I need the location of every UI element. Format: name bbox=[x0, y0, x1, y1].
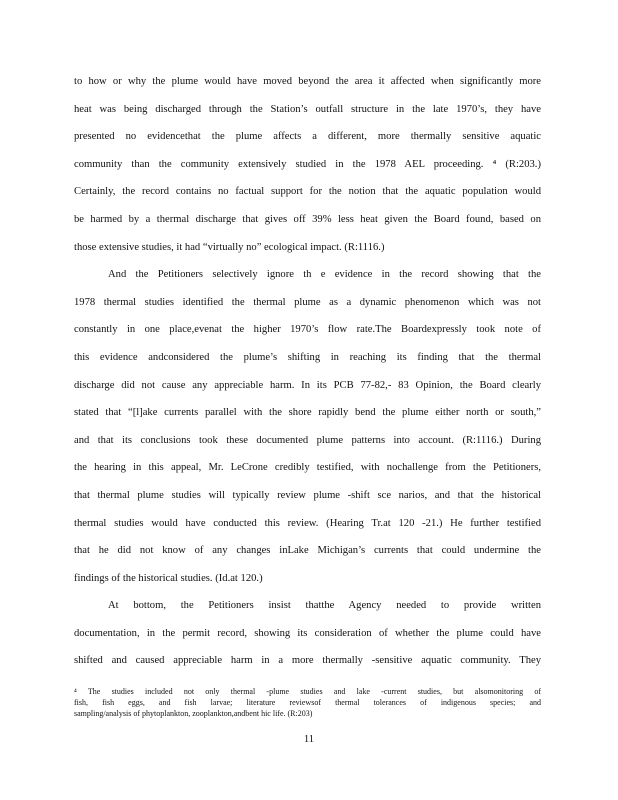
text-line: documentation, in the permit record, showing its consideration of whether the plume could have bbox=[74, 627, 541, 639]
text-line: to how or why the plume would have moved beyond the area it affected when significantly more bbox=[74, 76, 541, 87]
text-line: the hearing in this appeal, Mr. LeCrone credibly testified, with nochallenge from the Petitioners, bbox=[74, 462, 541, 474]
body-text bbox=[74, 68, 541, 675]
text-line: presented no evidencethat the plume affects a different, more thermally sensitive aquatic bbox=[74, 131, 541, 143]
text-line: Certainly, the record contains no factual support for the notion that the aquatic population would bbox=[74, 186, 541, 198]
text-line: be harmed by a thermal discharge that gives off 39% less heat given the Board found, based on bbox=[74, 213, 541, 225]
text-line: discharge did not cause any appreciable harm. In its PCB 77-82,- 83 Opinion, the Board clearly bbox=[74, 379, 541, 391]
footnote-line: sampling/analysis of phytoplankton, zooplankton,andbent hic life. (R:203) bbox=[74, 708, 313, 718]
page-number: 11 bbox=[303, 734, 315, 745]
text-line: thermal studies would have conducted this review. (Hearing Tr.at 120 -21.) He further testified bbox=[74, 517, 541, 529]
text-line: that thermal plume studies will typically review plume -shift sce narios, and that the historical bbox=[74, 489, 541, 501]
footnote bbox=[74, 687, 541, 719]
text-line: And the Petitioners selectively ignore th e evidence in the record showing that the bbox=[108, 269, 541, 281]
text-line: constantly in one place,evenat the higher 1970’s flow rate.The Boardexpressly took note of bbox=[74, 324, 541, 336]
footnote-line: fish, fish eggs, and fish larvae; literature reviewsof thermal tolerances of indigenous species; and bbox=[74, 697, 541, 707]
footnote-line: ⁴ The studies included not only thermal -plume studies and lake -current studies, but alsomonitoring of bbox=[74, 687, 541, 696]
text-line: community than the community extensively studied in the 1978 AEL proceeding. ⁴ (R:203.) bbox=[74, 158, 541, 170]
text-line: shifted and caused appreciable harm in a more thermally -sensitive aquatic community. They bbox=[74, 655, 541, 667]
text-line: findings of the historical studies. (Id.at 120.) bbox=[74, 572, 263, 584]
text-line: stated that “[l]ake currents parallel with the shore rapidly bend the plume either north or south,” bbox=[74, 407, 541, 419]
text-line: this evidence andconsidered the plume’s shifting in reaching its finding that the thermal bbox=[74, 351, 541, 363]
text-line: 1978 thermal studies identified the thermal plume as a dynamic phenomenon which was not bbox=[74, 296, 541, 308]
text-line: heat was being discharged through the Station’s outfall structure in the late 1970’s, they have bbox=[74, 103, 541, 115]
text-line: At bottom, the Petitioners insist thatthe Agency needed to provide written bbox=[108, 600, 541, 612]
text-line: and that its conclusions took these documented plume patterns into account. (R:1116.) During bbox=[74, 434, 541, 446]
text-line: that he did not know of any changes inLake Michigan’s currents that could undermine the bbox=[74, 545, 541, 557]
text-line: those extensive studies, it had “virtually no” ecological impact. (R:1116.) bbox=[74, 241, 385, 253]
